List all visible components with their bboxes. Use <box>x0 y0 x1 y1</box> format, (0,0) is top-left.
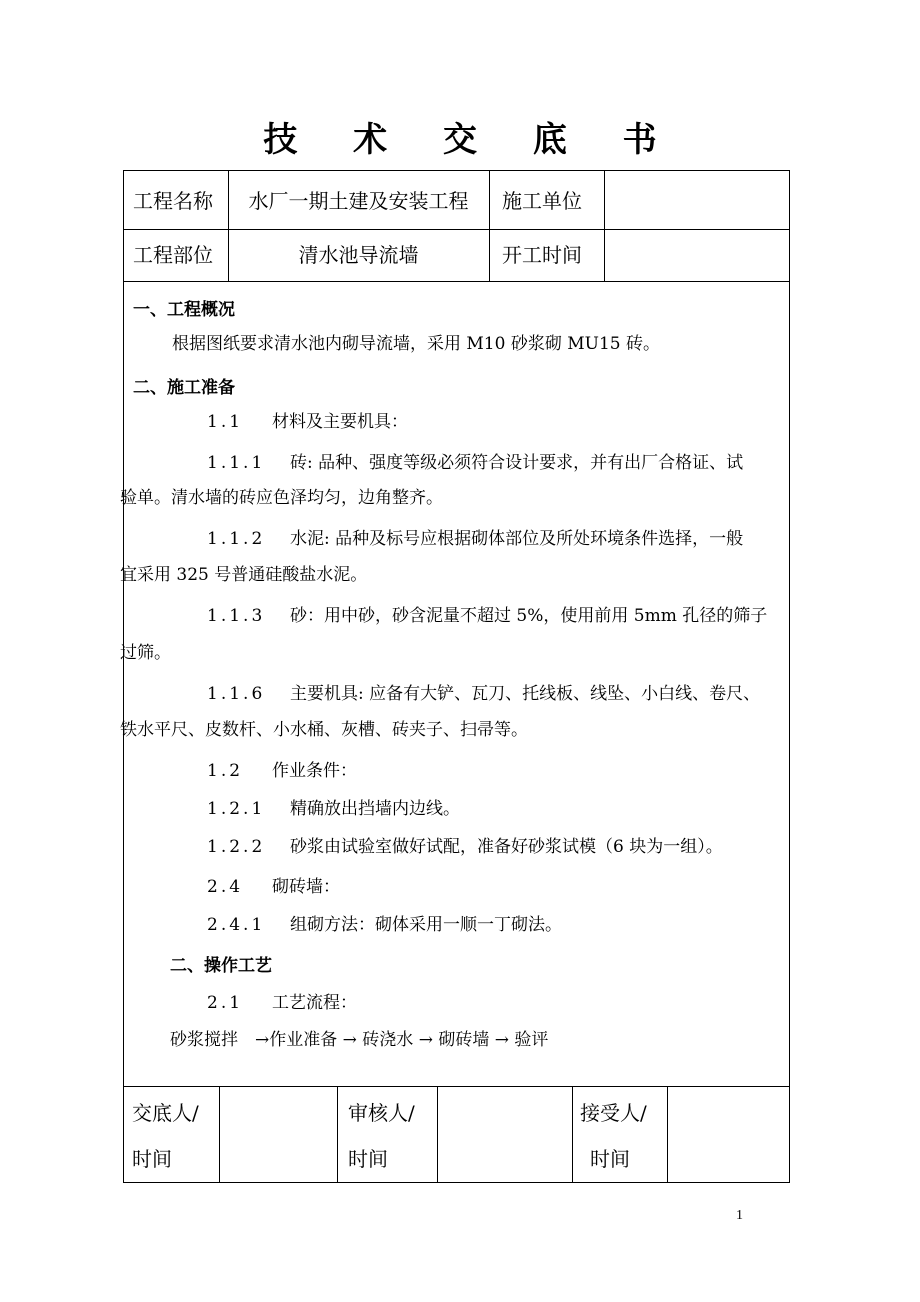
receiver-label: 接受人/ <box>580 1101 647 1125</box>
handover-label: 交底人/ <box>132 1101 199 1125</box>
column-divider <box>337 1086 338 1183</box>
process-flow: 砂浆搅拌 →作业准备 → 砖浇水 → 砌砖墙 → 验评 <box>170 1030 549 1050</box>
item-number: 2.4.1 <box>207 915 266 935</box>
section-1-heading: 一、工程概况 <box>133 300 235 320</box>
project-name-value: 水厂一期土建及安装工程 <box>248 189 469 213</box>
item-text: 组砌方法：砌体采用一顺一丁砌法。 <box>290 915 562 935</box>
item-text: 砌砖墙： <box>272 877 340 897</box>
item-number: 1.1.1 <box>207 453 266 473</box>
item-text-continued: 宜采用 325 号普通硅酸盐水泥。 <box>120 565 368 585</box>
receiver-time-label: 时间 <box>590 1147 630 1171</box>
item-number: 1.2.1 <box>207 799 266 819</box>
item-text: 精确放出挡墙内边线。 <box>290 799 460 819</box>
item-text: 作业条件： <box>272 761 357 781</box>
item-number: 1.1.3 <box>207 606 266 626</box>
handover-time-label: 时间 <box>132 1147 172 1171</box>
item-text: 材料及主要机具： <box>272 412 408 432</box>
item-text: 工艺流程： <box>272 993 357 1013</box>
item-number: 1.2 <box>207 761 244 781</box>
start-time-label: 开工时间 <box>502 243 582 267</box>
item-number: 1.1 <box>207 412 244 432</box>
item-number: 1.2.2 <box>207 837 266 857</box>
contractor-label: 施工单位 <box>502 189 582 213</box>
item-text: 主要机具: 应备有大铲、瓦刀、托线板、线坠、小白线、卷尺、 <box>290 684 761 704</box>
section-1-text: 根据图纸要求清水池内砌导流墙，采用 M10 砂浆砌 MU15 砖。 <box>172 334 661 354</box>
column-divider <box>604 171 605 281</box>
item-number: 1.1.2 <box>207 529 266 549</box>
location-value: 清水池导流墙 <box>298 243 419 267</box>
row-divider <box>124 281 789 282</box>
item-text: 水泥: 品种及标号应根据砌体部位及所处环境条件选择，一般 <box>290 529 744 549</box>
reviewer-time-label: 时间 <box>348 1147 388 1171</box>
column-divider <box>219 1086 220 1183</box>
item-text-continued: 铁水平尺、皮数杆、小水桶、灰槽、砖夹子、扫帚等。 <box>120 720 528 740</box>
location-label: 工程部位 <box>133 243 213 267</box>
item-number: 2.1 <box>207 993 244 1013</box>
column-divider <box>572 1086 573 1183</box>
item-text: 砖: 品种、强度等级必须符合设计要求，并有出厂合格证、试 <box>290 453 744 473</box>
item-text: 砂浆由试验室做好试配，准备好砂浆试模（6 块为一组）。 <box>290 837 723 857</box>
section-3-heading: 二、操作工艺 <box>170 956 272 976</box>
column-divider <box>667 1086 668 1183</box>
column-divider <box>437 1086 438 1183</box>
row-divider <box>124 1086 789 1087</box>
section-2-heading: 二、施工准备 <box>133 378 235 398</box>
page-number: 1 <box>736 1208 743 1223</box>
project-name-label: 工程名称 <box>133 189 213 213</box>
disclosure-table <box>120 170 790 1183</box>
row-divider <box>124 229 789 230</box>
reviewer-label: 审核人/ <box>348 1101 415 1125</box>
item-text-continued: 过筛。 <box>120 643 171 663</box>
column-divider <box>489 171 490 281</box>
item-number: 1.1.6 <box>207 684 266 704</box>
document-title: 技 术 交 底 书 <box>263 120 679 160</box>
item-number: 2.4 <box>207 877 244 897</box>
item-text: 砂：用中砂，砂含泥量不超过 5%，使用前用 5mm 孔径的筛子 <box>290 606 768 626</box>
item-text-continued: 验单。清水墙的砖应色泽均匀，边角整齐。 <box>120 488 443 508</box>
